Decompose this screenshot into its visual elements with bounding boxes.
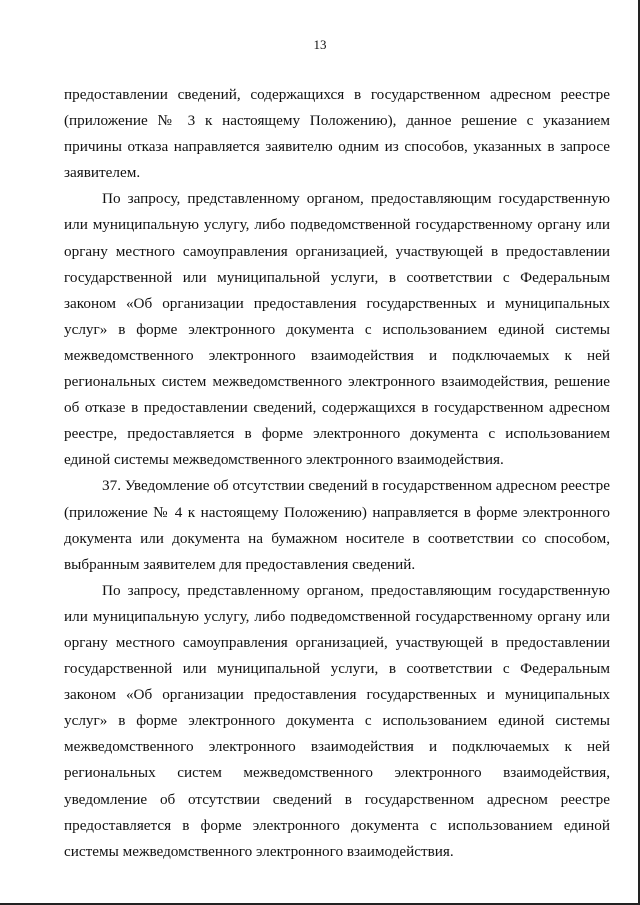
paragraph-request-notification: По запросу, представленному органом, предоставляющим государственную или муниципальную услугу, либо подведомственной государственному органу или органу местного самоуправления организацией, участвующей в предоставлении государственной или муниципальной услуги, в соответствии с Федеральным законом «Об организации предоставления государственных и муниципальных услуг» в форме электронного документа с использованием единой системы межведомственного электронного взаимодействия и подключаемых к ней региональных систем межведомственного электронного взаимодействия, уведомление об отсутствии сведений в государственном адресном реестре предоставляется в форме электронного документа с использованием единой системы межведомственного электронного взаимодействия. [64,581,610,860]
paragraph-request-refusal: По запросу, представленному органом, предоставляющим государственную или муниципальную услугу, либо подведомственной государственному органу или органу местного самоуправления организацией, участвующей в предоставлении государственной или муниципальной услуги, в соответствии с Федеральным законом «Об организации предоставления государственных и муниципальных услуг» в форме электронного документа с использованием единой системы межведомственного электронного взаимодействия и подключаемых к ней региональных систем межведомственного электронного взаимодействия, решение об отказе в предоставлении сведений, содержащихся в государственном адресном реестре, предоставляется в форме электронного документа с использованием единой системы межведомственного электронного взаимодействия. [64,190,610,469]
paragraph-item-37: 37. Уведомление об отсутствии сведений в государственном адресном реестре (приложение № 4 к настоящему Положению) направляется в форме электронного документа или документа на бумажном носителе в соответствии со способом, выбранным заявителем для предоставления сведений. [64,477,610,573]
page-number: 13 [313,37,327,52]
document-body [64,82,610,865]
paragraph-continuation: предоставлении сведений, содержащихся в государственном адресном реестре (приложение № 3 к настоящему Положению), данное решение с указанием причины отказа направляется заявителю одним из способов, указанных в запросе заявителем. [64,86,610,182]
